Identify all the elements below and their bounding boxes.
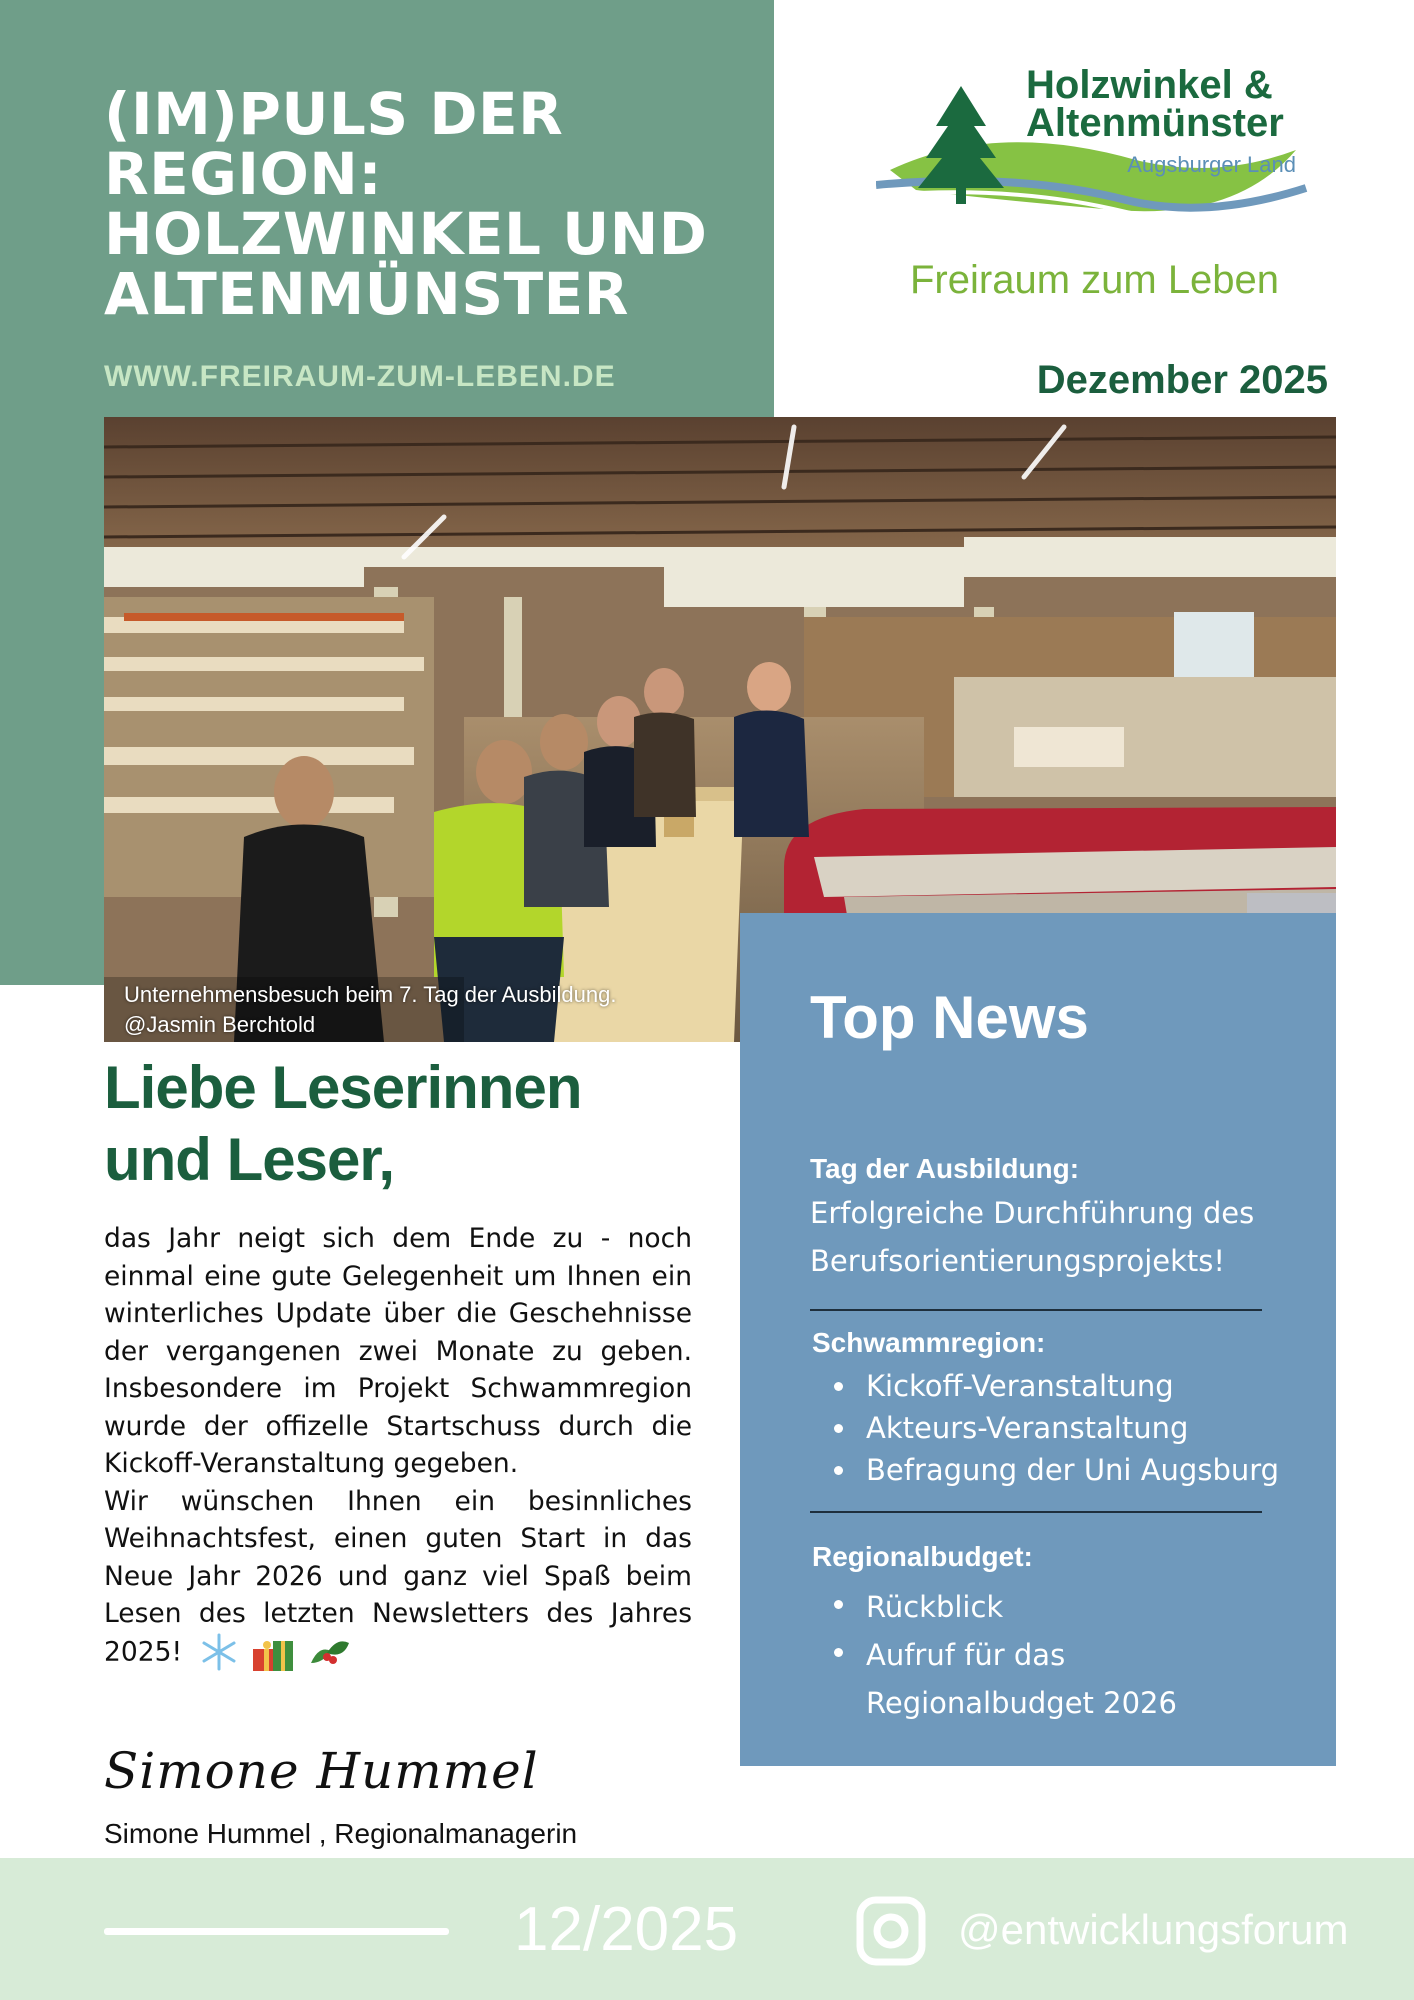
letter-paragraph-text: Wir wünschen Ihnen ein besinnliches Weihnachtsfest, einen guten Start in das Neue Jahr 2026 und ganz viel Spaß beim Lesen des letzten Newsletters des Jahres 2025! [104, 1485, 692, 1667]
list-item-continuation-text: Regionalbudget 2026 [866, 1686, 1177, 1720]
logo-tagline: Freiraum zum Leben [910, 258, 1280, 302]
gift-icon [251, 1633, 295, 1673]
letter-paragraph: das Jahr neigt sich dem Ende zu - noch einmal eine gute Gelegenheit um Ihnen ein winterliches Update über die Geschehnisse der vergangenen zwei Monate zu geben. Insbesondere im Projekt Schwammregion wurde der offizelle Startschuss durch die Kickoff-Veranstaltung gegeben. [104, 1223, 692, 1479]
list-item: Kickoff-Veranstaltung [812, 1365, 1279, 1407]
issue-number: 12/2025 [514, 1895, 739, 1964]
title-line: (IM)PULS DER [104, 80, 564, 148]
emoji-row [199, 1633, 351, 1673]
logo-title-line: Holzwinkel & [1026, 63, 1273, 107]
logo-subtitle: Augsburger Land [1127, 152, 1296, 177]
caption-credit: @Jasmin Berchtold [124, 1012, 316, 1037]
signer-name: Simone Hummel , Regionalmanagerin [104, 1818, 578, 1849]
signature: Simone Hummel [104, 1742, 539, 1800]
letter-body [104, 1220, 692, 1673]
greeting-heading [104, 1052, 704, 1196]
instagram-icon[interactable] [856, 1896, 926, 1966]
news-heading: Tag der Ausbildung: [810, 1153, 1080, 1184]
news-divider [810, 1511, 1262, 1513]
snowflake-icon [199, 1633, 239, 1671]
news-text: Erfolgreiche Durchführung des [810, 1196, 1255, 1230]
title-line: ALTENMÜNSTER [104, 260, 629, 328]
news-divider [810, 1309, 1262, 1311]
logo-title-line: Altenmünster [1026, 101, 1284, 145]
list-item: Aufruf für das [812, 1631, 1177, 1679]
news-heading: Regionalbudget: [812, 1541, 1033, 1572]
footer [0, 1858, 1414, 2000]
news-heading: Schwammregion: [812, 1327, 1046, 1358]
page-title [104, 80, 744, 328]
top-news-panel [740, 913, 1336, 1766]
issue-date: Dezember 2025 [1036, 358, 1328, 402]
logo-title [1026, 63, 1284, 145]
caption-line: Unternehmensbesuch beim 7. Tag der Ausbildung. [124, 982, 617, 1007]
letter-paragraph-2 [104, 1483, 692, 1673]
list-item: Befragung der Uni Augsburg [812, 1449, 1279, 1491]
footer-line [104, 1928, 449, 1935]
greeting-line: Liebe Leserinnen [104, 1054, 582, 1121]
list-item: Rückblick [812, 1583, 1177, 1631]
top-news-title: Top News [810, 984, 1089, 1051]
news-text: Berufsorientierungsprojekts! [810, 1244, 1226, 1278]
title-line: HOLZWINKEL UND [104, 200, 708, 268]
holly-icon [307, 1633, 351, 1671]
instagram-handle[interactable]: @entwicklungsforum [958, 1906, 1349, 1953]
photo-caption [124, 980, 616, 1040]
news-list [812, 1583, 1177, 1727]
list-item-continuation [812, 1679, 1177, 1727]
website-link[interactable]: WWW.FREIRAUM-ZUM-LEBEN.DE [104, 360, 616, 393]
greeting-line: und Leser, [104, 1126, 395, 1193]
list-item: Akteurs-Veranstaltung [812, 1407, 1279, 1449]
title-line: REGION: [104, 140, 383, 208]
news-list [812, 1365, 1279, 1491]
news-section-regionalbudget [812, 1541, 1177, 1727]
logo [876, 60, 1316, 310]
news-section-schwammregion [812, 1327, 1279, 1491]
news-section-ausbildung [810, 1153, 1254, 1285]
